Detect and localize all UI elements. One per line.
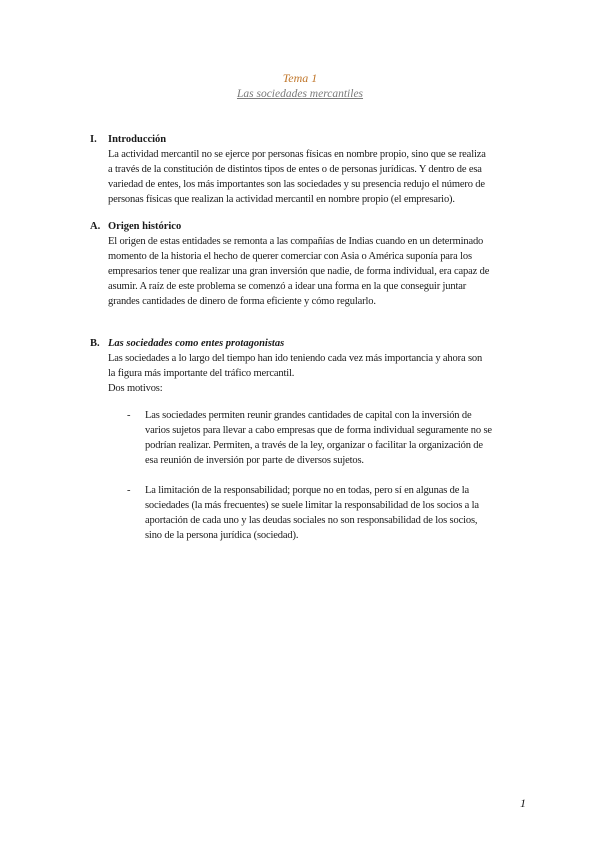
bullet-line: aportación de cada uno y las deudas sociales no son responsabilidad de los socios, <box>145 515 478 526</box>
document-title: Tema 1 <box>282 71 318 85</box>
bullet-line: varios sujetos para llevar a cabo empresas que de forma individual seguramente no se <box>145 425 492 436</box>
paragraph-line: Dos motivos: <box>108 383 163 394</box>
paragraph-line: momento de la historia el hecho de querer comerciar con Asia o América suponía para los <box>108 251 472 262</box>
bullet-marker: - <box>127 410 131 421</box>
bullet-line: esa reunión de inversión por parte de diversos sujetos. <box>145 455 364 466</box>
document-subtitle: Las sociedades mercantiles <box>236 88 364 100</box>
bullet-marker: - <box>127 485 131 496</box>
paragraph-line: personas físicas que realizan la actividad mercantil en nombre propio (el empresario). <box>108 194 455 205</box>
section-heading: Las sociedades como entes protagonistas <box>108 338 285 349</box>
paragraph-line: a través de la constitución de distintos tipos de entes o de personas jurídicas. Y dentro de esa <box>108 164 482 175</box>
bullet-line: La limitación de la responsabilidad; porque no en todas, pero sí en algunas de la <box>145 485 470 496</box>
section-heading: Origen histórico <box>108 221 182 232</box>
paragraph-line: El origen de estas entidades se remonta a las compañías de Indias cuando en un determinado <box>108 236 484 247</box>
section-number: I. <box>90 134 97 145</box>
section-number: B. <box>90 338 100 349</box>
paragraph-line: grandes cantidades de dinero de forma eficiente y cómo regularlo. <box>108 296 376 307</box>
bullet-line: sociedades (la más frecuentes) se suele limitar la responsabilidad de los socios a la <box>145 500 479 511</box>
paragraph-line: Las sociedades a lo largo del tiempo han ido teniendo cada vez más importancia y ahora son <box>108 353 483 364</box>
section-number: A. <box>90 221 101 232</box>
section-heading: Introducción <box>108 134 167 145</box>
bullet-line: sino de la persona jurídica (sociedad). <box>145 530 299 541</box>
paragraph-line: empresarios tener que realizar una gran inversión que nadie, de forma individual, era capaz de <box>108 266 490 277</box>
bullet-line: Las sociedades permiten reunir grandes cantidades de capital con la inversión de <box>145 410 472 421</box>
paragraph-line: la figura más importante del tráfico mercantil. <box>108 368 295 379</box>
paragraph-line: variedad de entes, los más importantes son las sociedades y su presencia redujo el número de <box>108 179 485 190</box>
paragraph-line: La actividad mercantil no se ejerce por personas físicas en nombre propio, sino que se realiza <box>108 149 486 160</box>
paragraph-line: asumir. A raíz de este problema se comenzó a idear una forma en la que conseguir juntar <box>108 281 467 292</box>
page-number: 1 <box>520 796 526 810</box>
bullet-line: podrían realizar. Permiten, a través de la ley, organizar o facilitar la organización de <box>145 440 483 451</box>
